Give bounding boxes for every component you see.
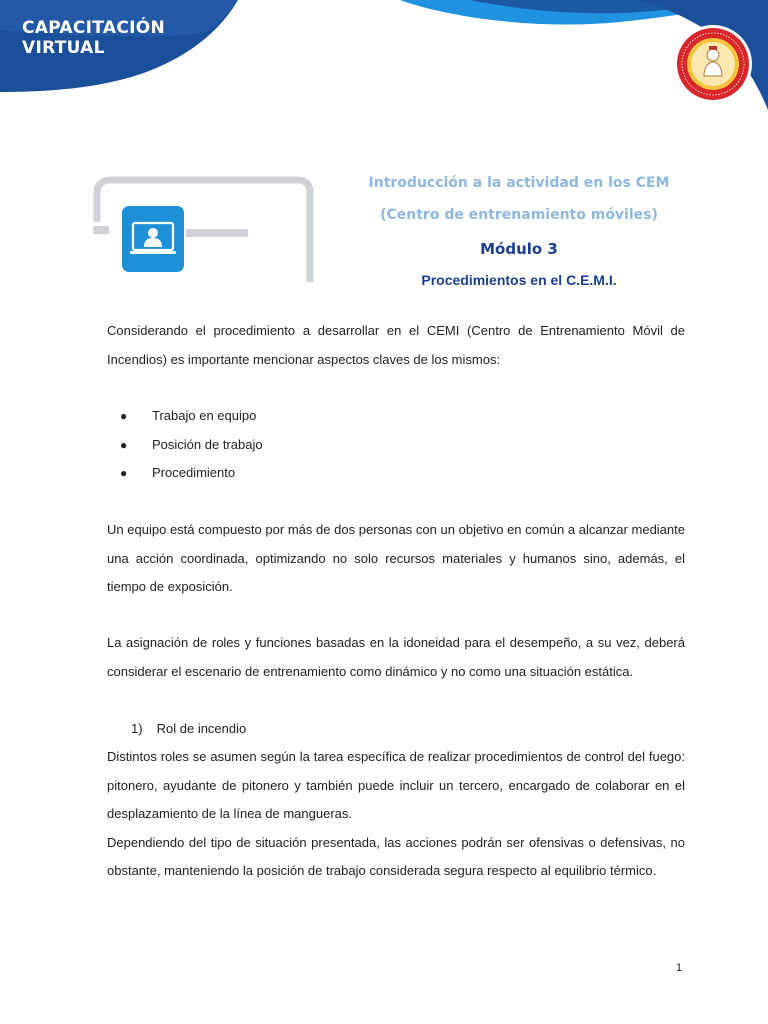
bullet-dot: ● xyxy=(120,466,128,480)
bullet-text: Trabajo en equipo xyxy=(152,408,257,423)
intro-text: Considerando el procedimiento a desarrollar en el CEMI (Centro de Entrenamiento Móvil de Incendios) es importante mencionar aspectos claves de los mismos: xyxy=(107,323,685,367)
brand-title-line-1: CAPACITACIÓN xyxy=(22,18,166,38)
header-wave-banner xyxy=(0,0,768,110)
bullet-dot: ● xyxy=(120,409,128,423)
paragraph-roles xyxy=(107,743,685,886)
title-procedimientos: Procedimientos en el C.E.M.I. xyxy=(421,272,617,288)
equipo-text: Un equipo está compuesto por más de dos personas con un objetivo en común a alcanzar mediante una acción coordinada, optimizando no solo recursos materiales y humanos sino, además, el tiempo de exposición. xyxy=(107,522,685,594)
title-introduccion: Introducción a la actividad en los CEM xyxy=(368,175,670,191)
numbered-item-rol-incendio xyxy=(131,715,246,744)
item-text: Rol de incendio xyxy=(156,721,247,736)
item-number: 1) xyxy=(131,721,143,736)
roles-text-2: Dependiendo del tipo de situación presentada, las acciones podrán ser ofensivas o defensivas, no obstante, manteniendo la posición de trabajo considerada segura respecto al equilibrio térmico. xyxy=(107,834,685,878)
title-modulo: Módulo 3 xyxy=(480,240,558,258)
monitor-person-icon xyxy=(122,206,184,272)
roles-text-1: Distintos roles se asumen según la tarea específica de realizar procedimientos de control del fuego: pitonero, ayudante de pitonero y también puede incluir un tercero, encargado de colaborar en el desplazamiento de la línea de mangueras. xyxy=(107,749,685,821)
asignacion-text: La asignación de roles y funciones basadas en la idoneidad para el desempeño, a su vez, deberá considerar el escenario de entrenamiento como dinámico y no como una situación estática. xyxy=(107,635,685,679)
bullet-text: Procedimiento xyxy=(152,465,236,480)
bullet-dot: ● xyxy=(120,437,128,452)
paragraph-equipo xyxy=(107,516,685,602)
title-centro-entrenamiento: (Centro de entrenamiento móviles) xyxy=(380,207,658,223)
paragraph-asignacion xyxy=(107,629,685,686)
page-number: 1 xyxy=(676,962,683,974)
list-item xyxy=(107,402,667,431)
brand-title-line-2: VIRTUAL xyxy=(22,38,105,58)
list-item xyxy=(107,431,667,460)
paragraph-intro xyxy=(107,317,685,374)
bullet-text: Posición de trabajo xyxy=(152,436,263,452)
list-item xyxy=(107,459,667,488)
bullet-list xyxy=(107,402,667,488)
academy-seal-logo xyxy=(673,24,753,104)
